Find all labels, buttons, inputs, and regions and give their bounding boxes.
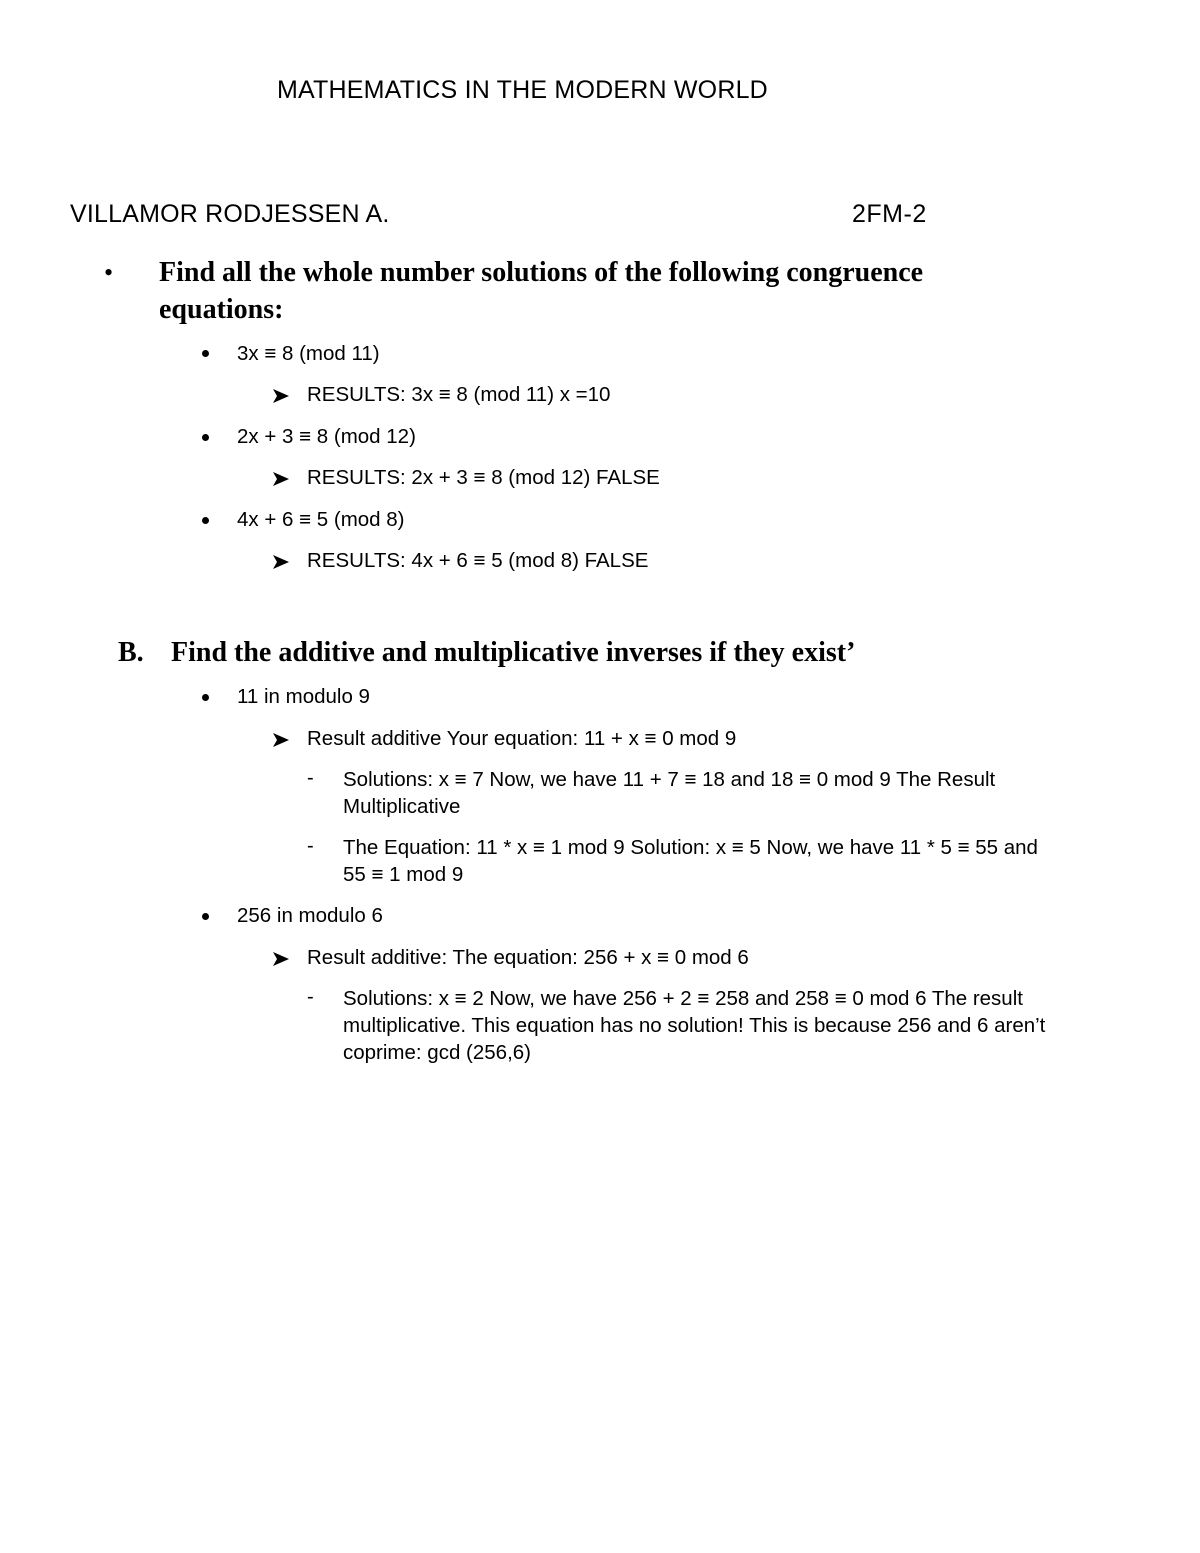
solution-detail-line: Solutions: x ≡ 2 Now, we have 256 + 2 ≡ 258 and 258 ≡ 0 mod 6 The result	[343, 987, 1023, 1010]
dash-bullet-icon: -	[307, 986, 314, 1008]
solution-detail-line: Solutions: x ≡ 7 Now, we have 11 + 7 ≡ 18 and 18 ≡ 0 mod 9 The Result	[343, 768, 996, 791]
problem-label: 256 in modulo 6	[237, 904, 383, 927]
solution-detail-line: multiplicative. This equation has no solution! This is because 256 and 6 aren’t	[343, 1014, 1046, 1037]
bullet-dot-icon	[202, 913, 209, 920]
arrowhead-bullet-icon	[272, 554, 290, 570]
problem-result: RESULTS: 2x + 3 ≡ 8 (mod 12) FALSE	[307, 466, 660, 489]
problem-equation: 4x + 6 ≡ 5 (mod 8)	[237, 508, 405, 531]
solution-detail	[343, 766, 995, 820]
section-code: 2FM-2	[852, 200, 927, 228]
arrowhead-bullet-icon	[272, 388, 290, 404]
bullet-dot-icon	[202, 434, 209, 441]
part-b-heading: Find the additive and multiplicative inverses if they exist’	[171, 637, 856, 668]
bullet-dot-icon	[202, 694, 209, 701]
arrowhead-bullet-icon	[272, 471, 290, 487]
solution-detail-line: Multiplicative	[343, 795, 461, 818]
solution-detail-line: 55 ≡ 1 mod 9	[343, 863, 464, 886]
bullet-dot-icon	[202, 517, 209, 524]
part-a-heading	[159, 254, 1059, 328]
dash-bullet-icon: -	[307, 767, 314, 789]
heading-bullet-icon: •	[104, 258, 114, 287]
problem-equation: 3x ≡ 8 (mod 11)	[237, 342, 380, 365]
problem-equation: 2x + 3 ≡ 8 (mod 12)	[237, 425, 416, 448]
solution-detail-line: The Equation: 11 * x ≡ 1 mod 9 Solution: x ≡ 5 Now, we have 11 * 5 ≡ 55 and	[343, 836, 1038, 859]
problem-result: Result additive Your equation: 11 + x ≡ 0 mod 9	[307, 727, 737, 750]
problem-result: RESULTS: 3x ≡ 8 (mod 11) x =10	[307, 383, 611, 406]
part-a-heading-line1: Find all the whole number solutions of the following congruence	[159, 257, 924, 288]
solution-detail	[343, 834, 1038, 888]
part-b-letter: B.	[118, 637, 144, 668]
arrowhead-bullet-icon	[272, 951, 290, 967]
dash-bullet-icon: -	[307, 835, 314, 857]
document-title: MATHEMATICS IN THE MODERN WORLD	[277, 76, 768, 104]
arrowhead-bullet-icon	[272, 732, 290, 748]
bullet-dot-icon	[202, 350, 209, 357]
solution-detail-line: coprime: gcd (256,6)	[343, 1041, 532, 1064]
part-a-heading-line2: equations:	[159, 294, 284, 325]
student-name: VILLAMOR RODJESSEN A.	[70, 200, 390, 228]
problem-result: RESULTS: 4x + 6 ≡ 5 (mod 8) FALSE	[307, 549, 649, 572]
solution-detail	[343, 985, 1045, 1066]
problem-label: 11 in modulo 9	[237, 685, 370, 708]
problem-result: Result additive: The equation: 256 + x ≡ 0 mod 6	[307, 946, 749, 969]
